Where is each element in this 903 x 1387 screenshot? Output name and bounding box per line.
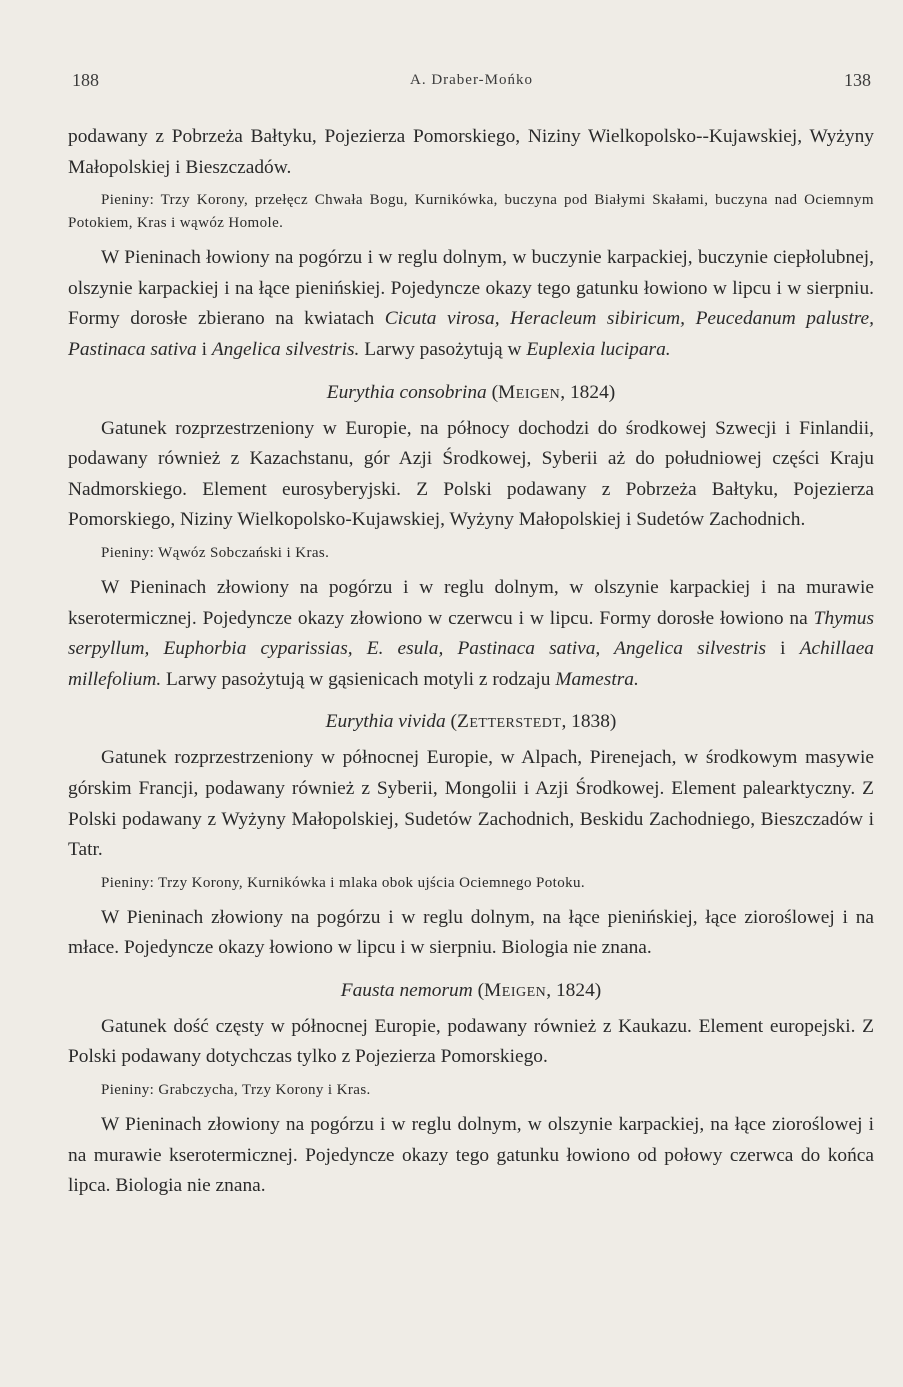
vivida-localities: Pieniny: Trzy Korony, Kurnikówka i mlaka obok ujścia Ociemnego Potoku. [101, 874, 586, 891]
fausta-notes: W Pieninach złowiony na pogórzu i w reglu dolnym, w olszynie karpackiej, na łące zioroślowej i na murawie kserotermicznej. Pojedyncze okazy tego gatunku łowiono od połowy czerwca do końca lipca. Biologia nie znana. [68, 1114, 874, 1197]
text-run: i [196, 338, 212, 360]
text-run: ( [445, 711, 457, 733]
species-year: , 1824) [560, 381, 616, 403]
species-italic: Thymus serpyllum, Euphorbia cyparissias, E. esula, Pastinaca sativa, Angelica silvestris [68, 607, 874, 660]
species-italic: Angelica silvestris. [211, 338, 360, 360]
text-run: Larwy pasożytują w [359, 338, 527, 360]
consobrina-distribution: Gatunek rozprzestrzeniony w Europie, na północy dochodzi do środkowej Szwecji i Finlandii, podawany również z Kazachstanu, gór Azji Środkowej, Syberii aż do południowej części Kraju Nadmorskiego. Element eurosyberyjski. Z Polski podawany z Pobrzeża Bałtyku, Pojezierza Pomorskiego, Niziny Wielkopolsko-Kujawskiej, Wyżyny Małopolskiej i Sudetów Zachodnich. [68, 417, 874, 531]
consobrina-localities: Pieniny: Wąwóz Sobczański i Kras. [101, 544, 330, 561]
page-number-left: 188 [72, 70, 99, 90]
intro-notes [68, 243, 874, 365]
species-year: , 1838) [561, 711, 617, 733]
text-run: W Pieninach łowiony na pogórzu i w reglu dolnym, w buczynie karpackiej, buczynie ciepłolubnej, olszynie karpackiej i na łące pienińskiej. Pojedyncze okazy tego gatunku łowiono w lipcu i w sierpniu. Formy dorosłe zbierano na kwiatach [68, 247, 874, 330]
intro-paragraph: podawany z Pobrzeża Bałtyku, Pojezierza Pomorskiego, Niziny Wielkopolsko--Kujawskiej, Wyżyny Małopolskiej i Bieszczadów. [68, 126, 874, 178]
species-heading-fausta [68, 976, 874, 1006]
species-heading-vivida [68, 707, 874, 737]
species-italic: Achillaea millefolium. [68, 638, 874, 690]
page-number-right: 138 [843, 70, 871, 90]
species-author: Meigen [484, 979, 547, 1001]
page-content [68, 122, 874, 1202]
running-author: A. Draber-Mońko [409, 72, 533, 88]
vivida-notes: W Pieninach złowiony na pogórzu i w reglu dolnym, na łące pienińskiej, łące zioroślowej i na młace. Pojedyncze okazy łowiono w lipcu i w sierpniu. Biologia nie znana. [68, 906, 874, 959]
species-name: Fausta nemorum [340, 979, 473, 1001]
page-header [72, 70, 871, 91]
species-name: Eurythia vivida [325, 711, 446, 733]
text-run: ( [472, 979, 485, 1001]
species-author: Zetterstedt [457, 711, 562, 733]
species-year: , 1824) [546, 979, 602, 1001]
consobrina-notes [68, 573, 874, 695]
species-italic: Cicuta virosa, Heracleum sibiricum, Peucedanum palustre, Pastinaca sativa [68, 308, 874, 360]
text-run: W Pieninach złowiony na pogórzu i w reglu dolnym, w olszynie karpackiej i na murawie kserotermicznej. Pojedyncze okazy złowiono w czerwcu i w lipcu. Formy dorosłe łowiono na [68, 576, 874, 629]
vivida-distribution: Gatunek rozprzestrzeniony w północnej Europie, w Alpach, Pirenejach, w środkowym masywie górskim Francji, podawany również z Syberii, Mongolii i Azji Środkowej. Element palearktyczny. Z Polski podawany z Wyżyny Małopolskiej, Sudetów Zachodnich, Beskidu Zachodniego, Bieszczadów i Tatr. [68, 747, 874, 861]
species-author: Meigen [498, 381, 561, 403]
fausta-localities: Pieniny: Grabczycha, Trzy Korony i Kras. [101, 1082, 371, 1099]
species-name: Eurythia consobrina [326, 381, 487, 403]
fausta-distribution: Gatunek dość częsty w północnej Europie, podawany również z Kaukazu. Element europejski. Z Polski podawany dotychczas tylko z Pojezierza Pomorskiego. [68, 1015, 874, 1068]
intro-localities: Pieniny: Trzy Korony, przełęcz Chwała Bogu, Kurnikówka, buczyna pod Białymi Skałami, buczyna nad Ociemnym Potokiem, Kras i wąwóz Homole. [68, 192, 874, 232]
text-run: i [766, 638, 800, 660]
text-run: Larwy pasożytują w gąsienicach motyli z rodzaju [161, 668, 556, 690]
species-italic: Euplexia lucipara. [526, 338, 671, 360]
species-heading-consobrina [68, 378, 874, 408]
text-run: ( [486, 381, 499, 403]
species-italic: Mamestra. [555, 668, 639, 690]
